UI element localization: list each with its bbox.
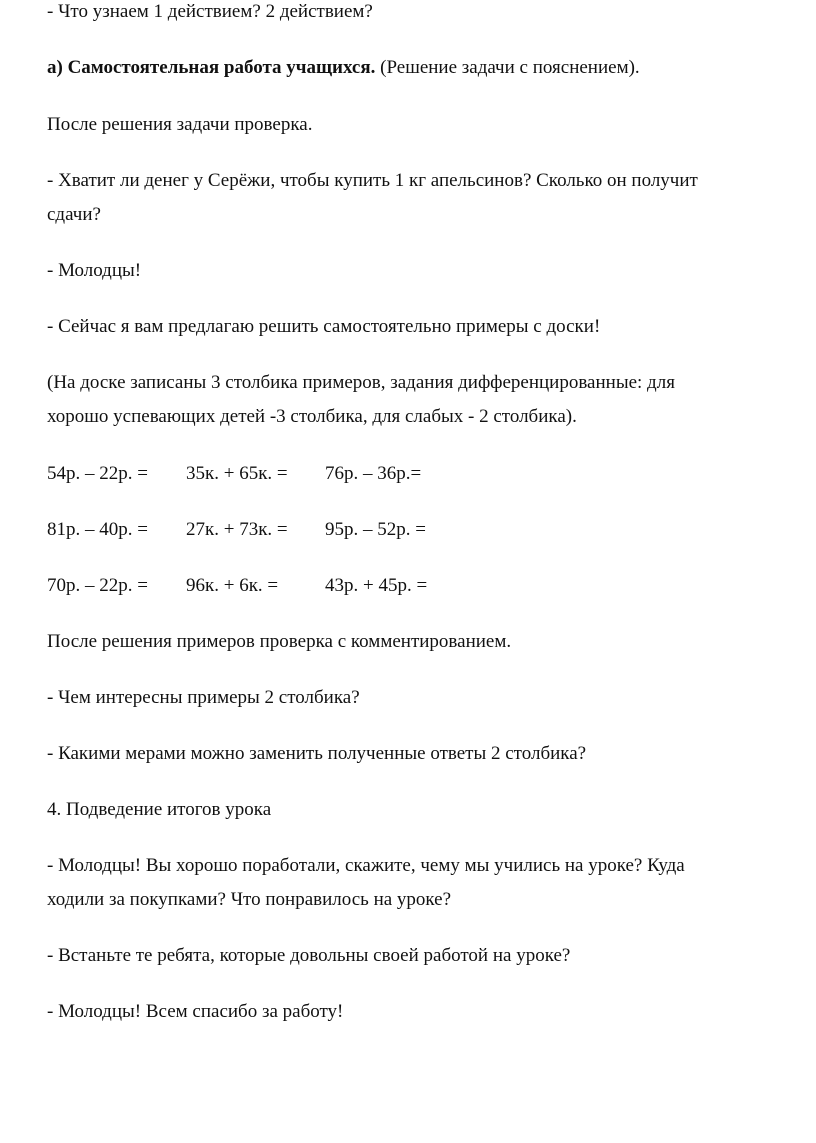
question-column2: - Чем интересны примеры 2 столбика? <box>47 687 360 708</box>
example-col2: 96к. + 6к. = <box>186 575 279 596</box>
board-note-line2: хорошо успевающих детей -3 столбика, для слабых - 2 столбика). <box>47 406 577 427</box>
section-4-heading: 4. Подведение итогов урока <box>47 799 272 820</box>
question-money-line1: - Хватит ли денег у Серёжи, чтобы купить 1 кг апельсинов? Сколько он получит <box>47 170 698 191</box>
section-a-heading <box>47 56 640 80</box>
question-money-line2: сдачи? <box>47 204 101 225</box>
summary-line2: ходили за покупками? Что понравилось на уроке? <box>47 889 452 910</box>
example-col3: 95р. – 52р. = <box>325 519 426 540</box>
stand-up-line: - Встаньте те ребята, которые довольны своей работой на уроке? <box>47 945 571 966</box>
instruction-line: - Сейчас я вам предлагаю решить самостоятельно примеры с доски! <box>47 316 601 337</box>
example-col3: 43р. + 45р. = <box>325 575 428 596</box>
example-col2: 27к. + 73к. = <box>186 519 288 540</box>
example-col2: 35к. + 65к. = <box>186 463 288 484</box>
example-col1: 81р. – 40р. = <box>47 519 148 540</box>
example-col3: 76р. – 36р.= <box>325 463 422 484</box>
praise-line: - Молодцы! <box>47 260 142 281</box>
summary-line1: - Молодцы! Вы хорошо поработали, скажите, чему мы учились на уроке? Куда <box>47 855 685 876</box>
check-after-task: После решения задачи проверка. <box>47 114 313 135</box>
board-note-line1: (На доске записаны 3 столбика примеров, задания дифференцированные: для <box>47 372 675 393</box>
example-col1: 54р. – 22р. = <box>47 463 148 484</box>
question-measures: - Какими мерами можно заменить полученные ответы 2 столбика? <box>47 743 587 764</box>
check-after-examples: После решения примеров проверка с комментированием. <box>47 631 512 652</box>
section-a-note: (Решение задачи с пояснением). <box>375 57 640 78</box>
closing-line: - Молодцы! Всем спасибо за работу! <box>47 1001 344 1022</box>
question-actions: - Что узнаем 1 действием? 2 действием? <box>47 1 373 22</box>
section-a-title: а) Самостоятельная работа учащихся. <box>47 57 376 78</box>
example-col1: 70р. – 22р. = <box>47 575 148 596</box>
